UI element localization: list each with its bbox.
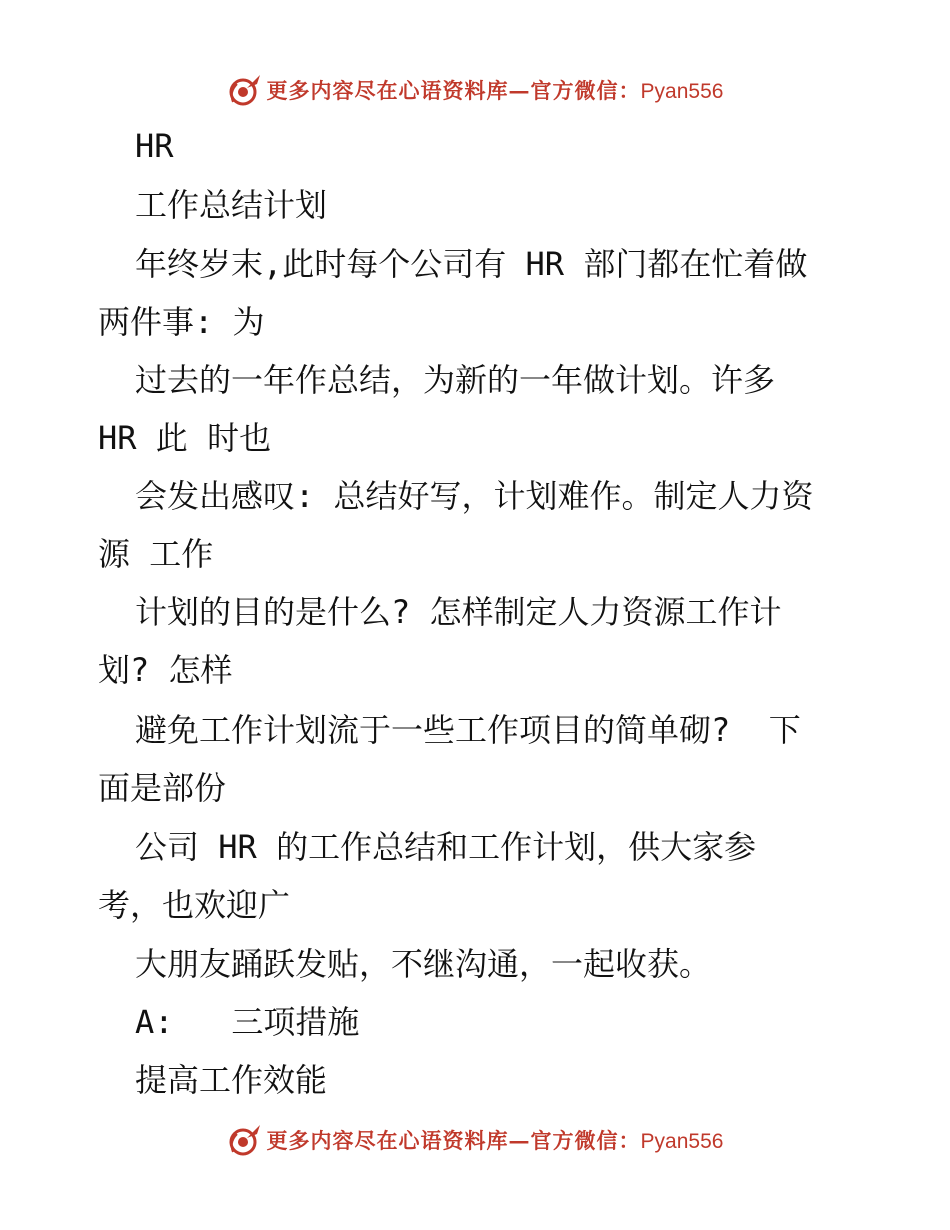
text-line: 考，也欢迎广 — [98, 886, 291, 924]
footer-watermark-banner — [0, 1120, 950, 1160]
text-line: HR 此 时也 — [98, 419, 272, 457]
text-line: HR — [135, 127, 174, 165]
text-line: 会发出感叹: 总结好写，计划难作。制定人力资 — [135, 477, 814, 515]
wechat-id: Pyan556 — [640, 80, 724, 103]
watermark-label: 更多内容尽在心语资料库—官方微信： — [266, 1128, 641, 1153]
watermark-label: 更多内容尽在心语资料库—官方微信： — [266, 78, 641, 103]
watermark-text — [267, 1125, 724, 1155]
text-line: A: 三项措施 — [135, 1003, 360, 1041]
text-line: 过去的一年作总结，为新的一年做计划。许多 — [135, 361, 776, 399]
text-line: 面是部份 — [98, 769, 227, 807]
text-line: 源 工作 — [98, 535, 214, 573]
logo-icon — [227, 72, 263, 108]
header-watermark-banner — [0, 70, 950, 110]
text-line: 工作总结计划 — [135, 186, 328, 224]
watermark-text — [267, 75, 724, 105]
text-line: 两件事: 为 — [98, 303, 265, 341]
text-line: 避免工作计划流于一些工作项目的简单砌? 下 — [135, 711, 801, 749]
text-line: 年终岁末,此时每个公司有 HR 部门都在忙着做 — [135, 245, 808, 283]
logo-icon — [227, 1122, 263, 1158]
text-line: 大朋友踊跃发贴，不继沟通，一起收获。 — [135, 945, 712, 983]
text-line: 计划的目的是什么? 怎样制定人力资源工作计 — [135, 593, 782, 631]
text-line: 划? 怎样 — [98, 651, 233, 689]
wechat-id: Pyan556 — [640, 1130, 724, 1153]
text-line: 公司 HR 的工作总结和工作计划，供大家参 — [135, 828, 757, 866]
text-line: 提高工作效能 — [135, 1061, 328, 1099]
